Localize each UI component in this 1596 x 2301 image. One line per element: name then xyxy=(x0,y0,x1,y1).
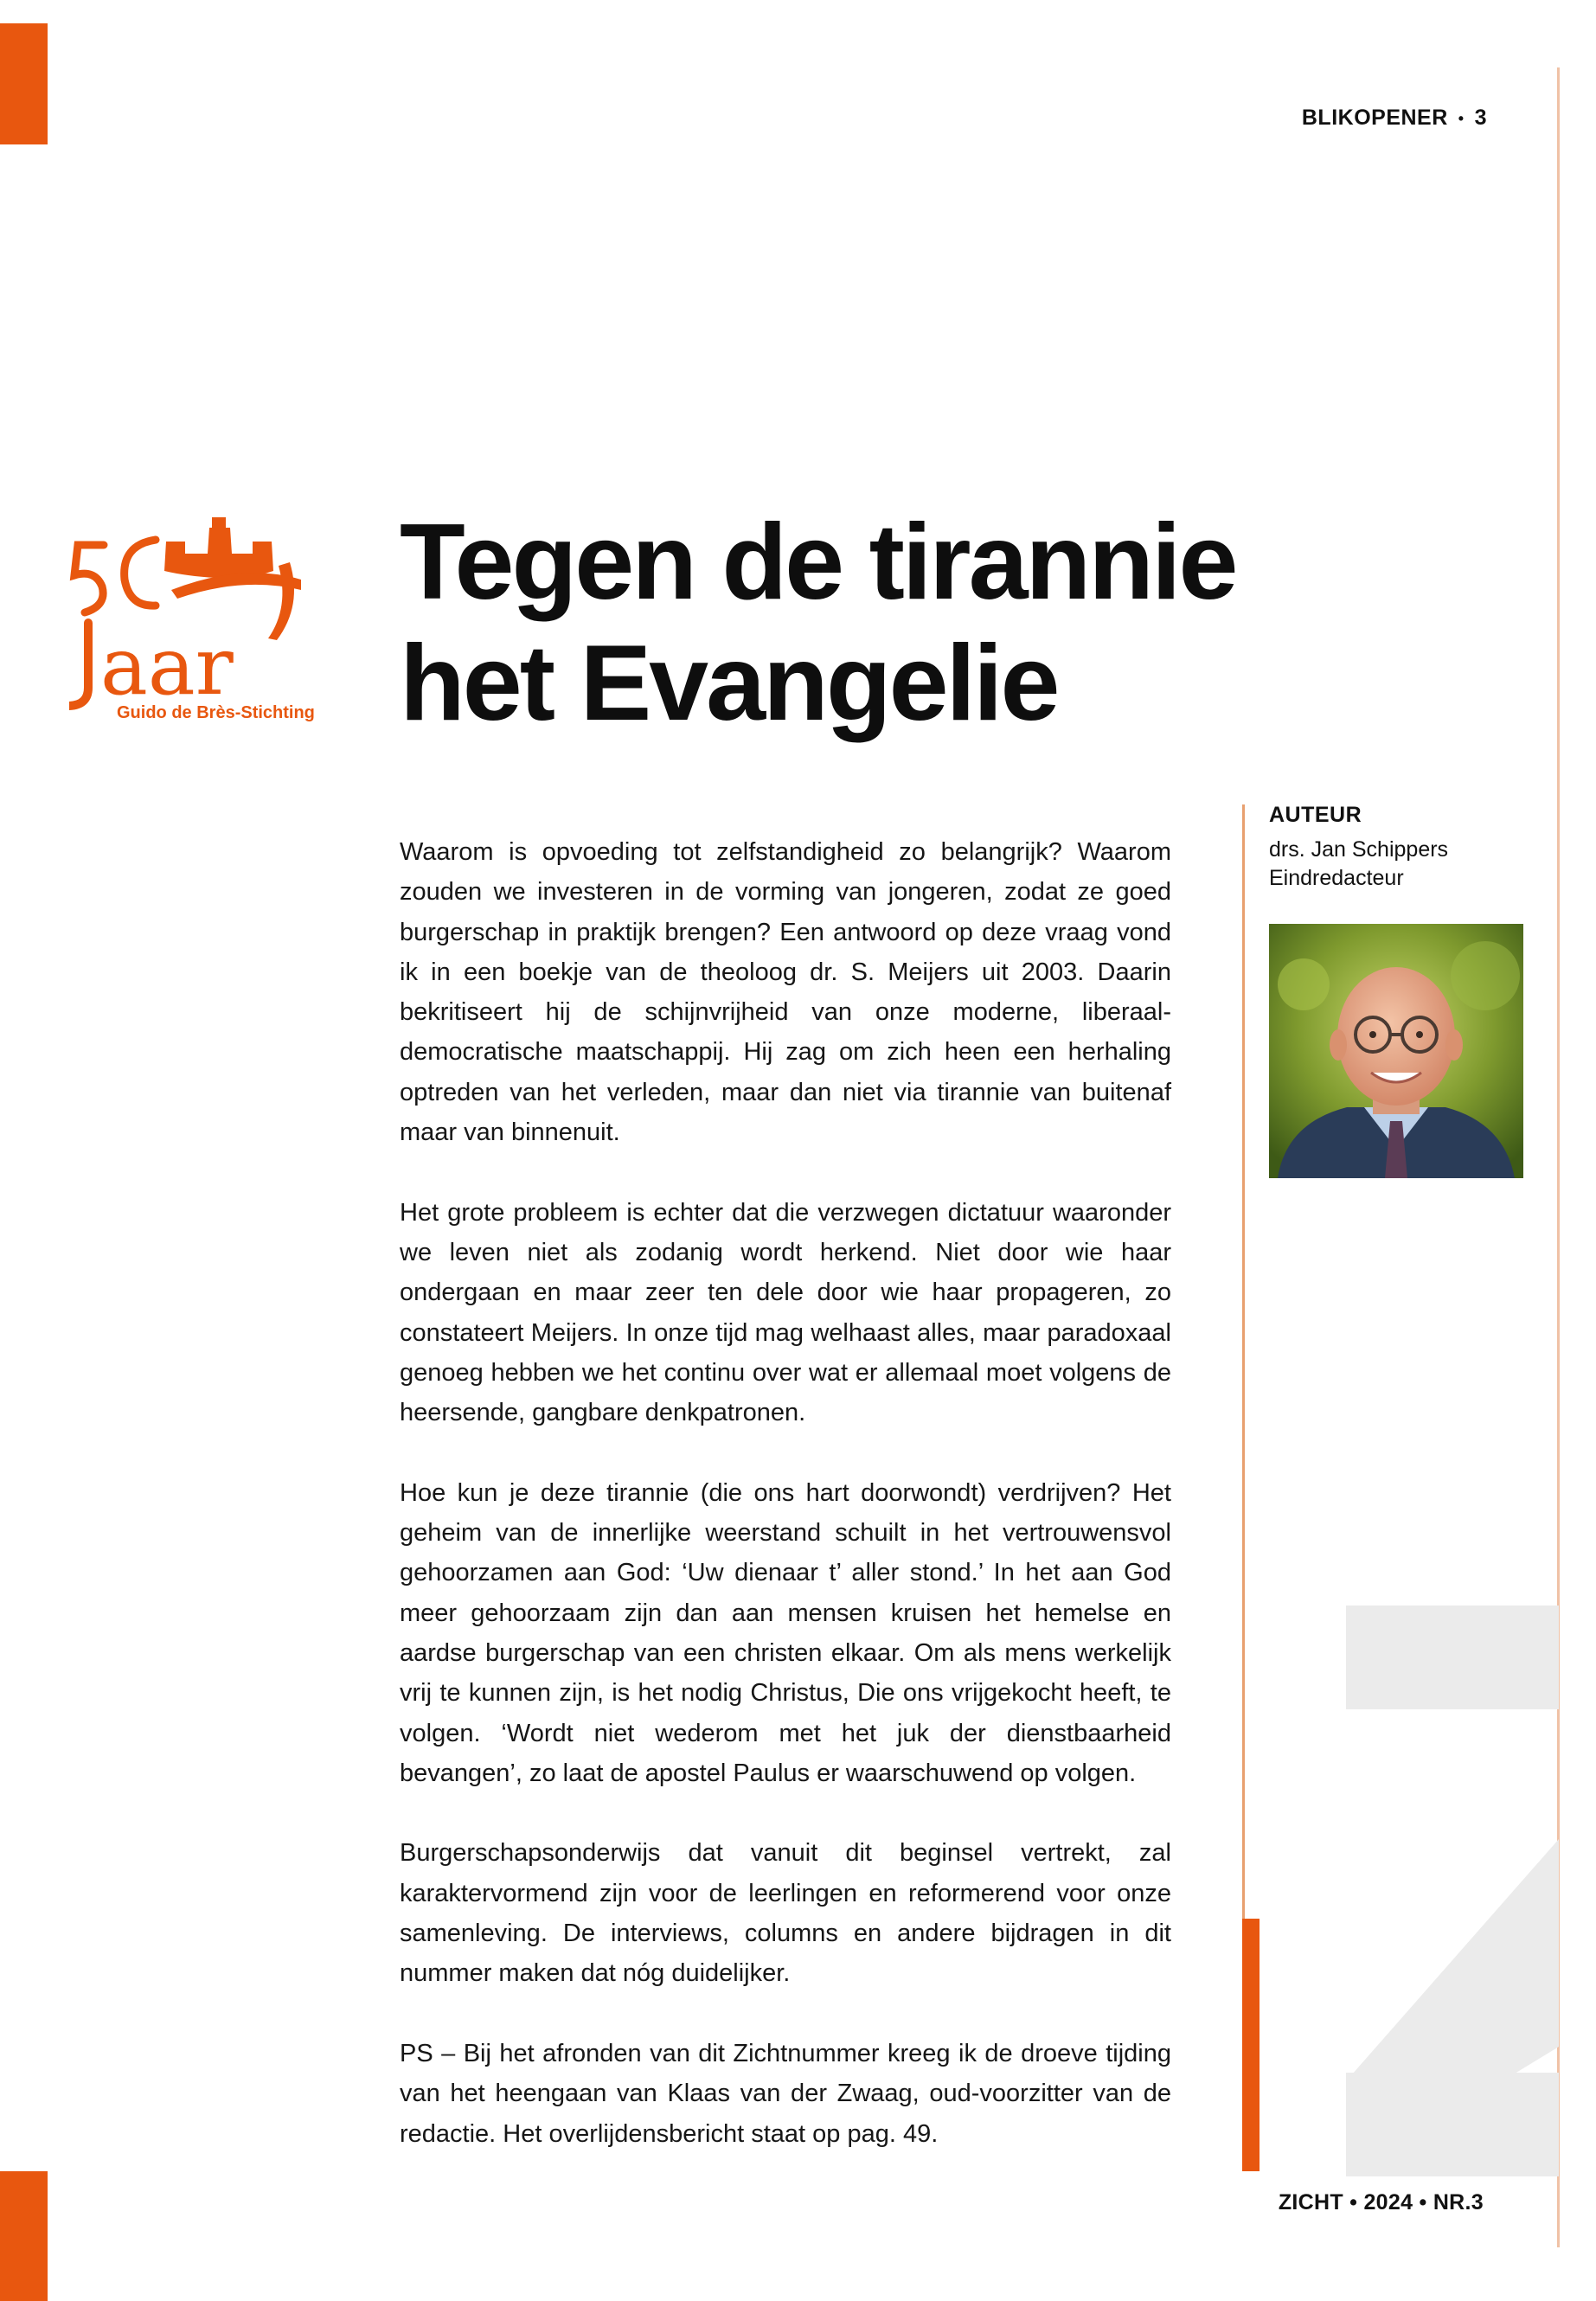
logo-caption: Guido de Brès-Stichting xyxy=(117,703,315,722)
page-number: 3 xyxy=(1474,106,1487,130)
svg-text:aar: aar xyxy=(100,620,234,713)
article-paragraph: Waarom is opvoeding tot zelfstandigheid zo belangrijk? Waarom zouden we investeren in de vorming van jongeren, zodat ze goed burgerschap in praktijk brengen? Een antwoord op deze vraag vond ik in een boekje van de theoloog dr. S. Meijers uit 2003. Daarin bekritiseert hij de schijnvrijheid van onze moderne, liberaal-democratische maatschappij. Hij zag om zich heen een herhaling optreden van het verleden, maar dan niet via tirannie van buitenaf maar van binnenuit. xyxy=(400,838,1171,1147)
anniversary-logo xyxy=(69,510,363,735)
page-footer: ZICHT • 2024 • NR.3 xyxy=(1278,2190,1484,2214)
page-header xyxy=(1302,106,1487,131)
author-role: Eindredacteur xyxy=(1269,866,1404,890)
author-portrait xyxy=(1269,924,1523,1178)
author-label: AUTEUR xyxy=(1269,803,1362,827)
article-paragraph: Burgerschapsonderwijs dat vanuit dit beginsel vertrekt, zal karaktervormend zijn voor de leerlingen en reformerend voor onze samenleving. De interviews, columns en andere bijdragen in dit nummer maken dat nóg duidelijker. xyxy=(400,1839,1171,1988)
left-accent-bar-bottom xyxy=(0,2171,48,2301)
title-line-2: het Evangelie xyxy=(400,624,1058,743)
author-sidebar-accent xyxy=(1242,1919,1259,2171)
decorative-z-shape xyxy=(1346,1606,1559,2176)
page-title xyxy=(400,502,1351,744)
article-body xyxy=(400,832,1171,2194)
section-label: BLIKOPENER xyxy=(1301,106,1448,130)
author-name: drs. Jan Schippers xyxy=(1269,837,1449,862)
article-paragraph: Het grote probleem is echter dat die verzwegen dictatuur waaronder we leven niet als zodanig wordt herkend. Niet door wie haar ondergaan en maar zeer ten dele door wie haar propageren, zo constateert Meijers. In onze tijd mag welhaast alles, maar paradoxaal genoeg hebben we het continu over wat er allemaal moet volgens de heersende, gangbare denkpatronen. xyxy=(400,1198,1171,1427)
title-line-1: Tegen de tirannie xyxy=(400,503,1236,622)
header-separator: • xyxy=(1458,109,1465,127)
article-paragraph: PS – Bij het afronden van dit Zichtnummer kreeg ik de droeve tijding van het heengaan van Klaas van der Zwaag, oud-voorzitter van de redactie. Het overlijdensbericht staat op pag. 49. xyxy=(400,2039,1171,2148)
article-paragraph: Hoe kun je deze tirannie (die ons hart doorwondt) verdrijven? Het geheim van de innerlijke weerstand schuilt in het vertrouwensvol gehoorzamen aan God: ‘Uw dienaar t’ aller stond.’ In het aan God meer gehoorzaam zijn dan aan mensen kruisen het hemelse en aardse burgerschap van een christen elkaar. Om als mens werkelijk vrij te kunnen zijn, is het nodig Christus, Die ons vrijgekocht heeft, te volgen. ‘Wordt niet wederom met het juk der dienstbaarheid bevangen’, zo laat de apostel Paulus er waarschuwend op volgen. xyxy=(400,1478,1171,1787)
left-accent-bar-top xyxy=(0,23,48,144)
